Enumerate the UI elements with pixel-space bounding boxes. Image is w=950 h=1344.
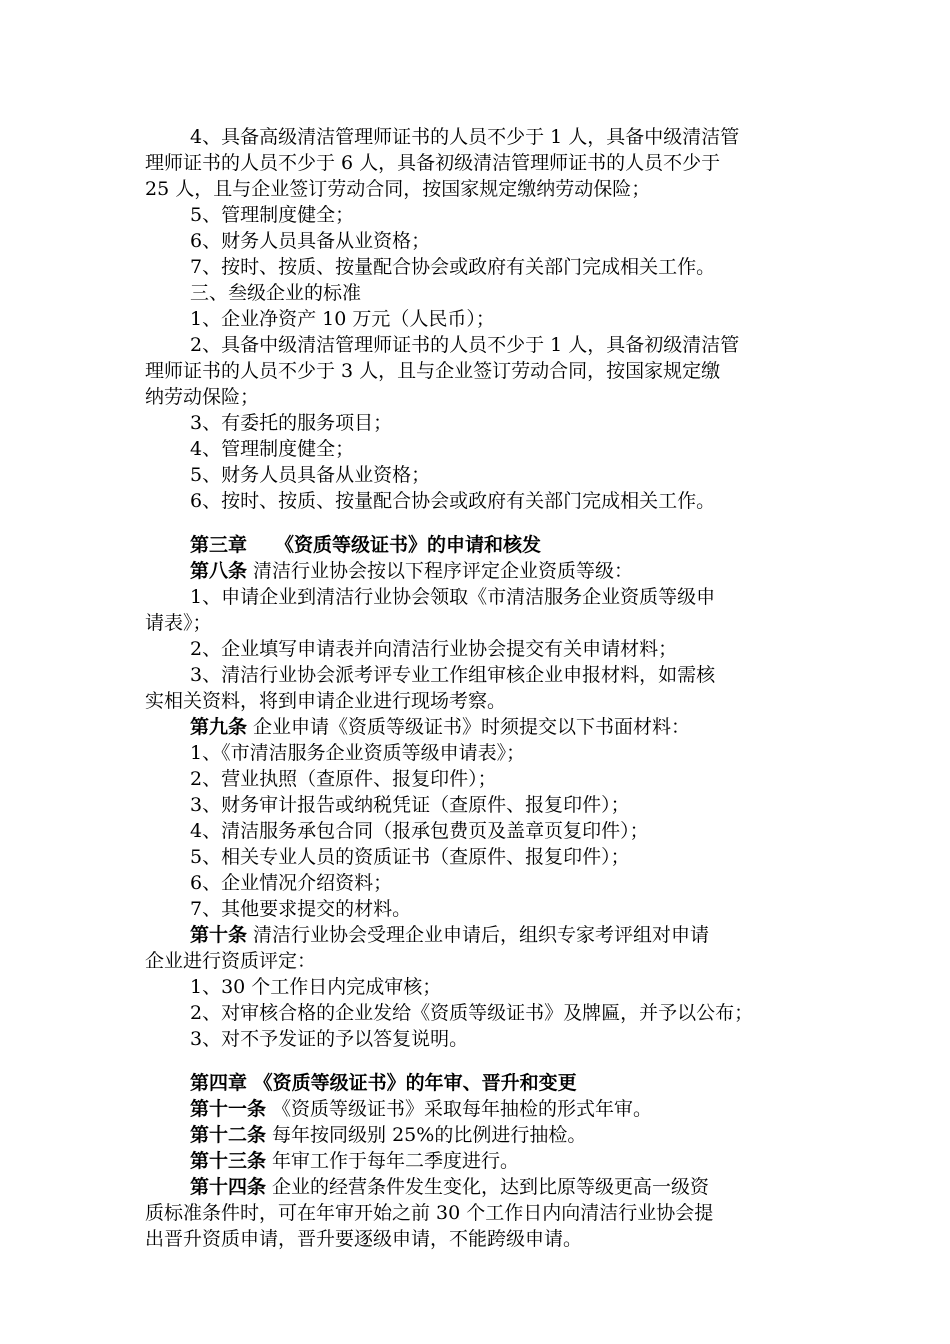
article-label: 第九条 [190,716,248,738]
paragraph-line: 纳劳动保险； [145,386,260,408]
list-item: 6、企业情况介绍资料； [190,872,393,894]
article-line [190,1174,709,1200]
chapter-title: 《资质等级证书》的申请和核发 [275,534,542,556]
article-text: 年审工作于每年二季度进行。 [266,1150,520,1172]
paragraph-line: 4、具备高级清洁管理师证书的人员不少于 1 人，具备中级清洁管 [190,126,740,148]
chapter-heading [190,532,541,558]
list-item: 7、其他要求提交的材料。 [190,898,412,920]
article-line [190,922,709,948]
paragraph-line: 1、企业净资产 10 万元（人民币）； [190,308,495,330]
article-label: 第八条 [190,560,248,582]
paragraph-line: 3、有委托的服务项目； [190,412,393,434]
paragraph-line: 4、管理制度健全； [190,438,355,460]
list-item: 企业进行资质评定： [145,950,317,972]
chapter-heading: 第四章 《资质等级证书》的年审、晋升和变更 [190,1072,577,1094]
list-item: 1、《市清洁服务企业资质等级申请表》； [190,742,526,764]
article-label: 第十条 [190,924,248,946]
section-heading: 三、叁级企业的标准 [190,282,362,304]
article-text: 清洁行业协会按以下程序评定企业资质等级： [247,560,634,582]
paragraph-line: 25 人，且与企业签订劳动合同，按国家规定缴纳劳动保险； [145,178,651,200]
list-item: 3、财务审计报告或纳税凭证（查原件、报复印件）； [190,794,630,816]
list-item: 3、对不予发证的予以答复说明。 [190,1028,469,1050]
paragraph-line: 6、财务人员具备从业资格； [190,230,431,252]
article-line [190,558,633,584]
list-item: 1、申请企业到清洁行业协会领取《市清洁服务企业资质等级申 [190,586,716,608]
article-label: 第十四条 [190,1176,267,1198]
paragraph-line: 理师证书的人员不少于 3 人，且与企业签订劳动合同，按国家规定缴 [145,360,721,382]
list-item: 2、企业填写申请表并向清洁行业协会提交有关申请材料； [190,638,678,660]
list-item: 实相关资料，将到申请企业进行现场考察。 [145,690,507,712]
paragraph-line: 6、按时、按质、按量配合协会或政府有关部门完成相关工作。 [190,490,716,512]
article-text: 《资质等级证书》采取每年抽检的形式年审。 [266,1098,653,1120]
paragraph-line: 出晋升资质申请，晋升要逐级申请，不能跨级申请。 [145,1228,583,1250]
list-item: 2、对审核合格的企业发给《资质等级证书》及牌匾，并予以公布； [190,1002,754,1024]
article-line [190,1096,652,1122]
article-text: 企业申请《资质等级证书》时须提交以下书面材料： [247,716,691,738]
paragraph-line: 5、财务人员具备从业资格； [190,464,431,486]
article-label: 第十三条 [190,1150,267,1172]
article-line [190,1148,519,1174]
list-item: 3、清洁行业协会派考评专业工作组审核企业申报材料，如需核 [190,664,716,686]
article-text: 每年按同级别 25%的比例进行抽检。 [266,1124,587,1146]
article-label: 第十一条 [190,1098,267,1120]
paragraph-line: 理师证书的人员不少于 6 人，具备初级清洁管理师证书的人员不少于 [145,152,721,174]
article-text: 企业的经营条件发生变化，达到比原等级更高一级资 [266,1176,710,1198]
article-line [190,714,690,740]
paragraph-line: 7、按时、按质、按量配合协会或政府有关部门完成相关工作。 [190,256,716,278]
paragraph-line: 5、管理制度健全； [190,204,355,226]
article-label: 第十二条 [190,1124,267,1146]
article-text: 清洁行业协会受理企业申请后，组织专家考评组对申请 [247,924,710,946]
chapter-label: 第三章 [190,534,248,556]
list-item: 5、相关专业人员的资质证书（查原件、报复印件）； [190,846,630,868]
list-item: 1、30 个工作日内完成审核； [190,976,442,998]
paragraph-line: 2、具备中级清洁管理师证书的人员不少于 1 人，具备初级清洁管 [190,334,740,356]
list-item: 2、营业执照（查原件、报复印件）； [190,768,497,790]
article-line [190,1122,586,1148]
list-item: 4、清洁服务承包合同（报承包费页及盖章页复印件）； [190,820,649,842]
paragraph-line: 质标准条件时，可在年审开始之前 30 个工作日内向清洁行业协会提 [145,1202,714,1224]
list-item: 请表》； [145,612,212,634]
